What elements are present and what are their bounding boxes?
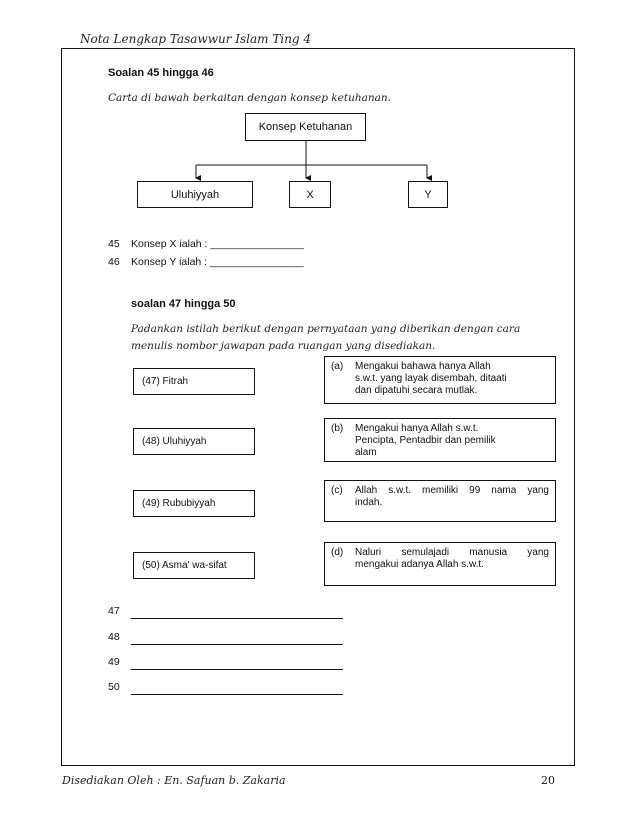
section1-heading: Soalan 45 hingga 46	[108, 67, 214, 79]
answer-50-number: 50	[108, 681, 120, 693]
q46-text: Konsep Y ialah : ________________	[131, 256, 304, 268]
answer-48-number: 48	[108, 631, 120, 643]
definition-b-line3: alam	[355, 447, 377, 455]
definition-d-line2: mengakui adanya Allah s.w.t.	[355, 559, 484, 570]
section1-instruction: Carta di bawah berkaitan dengan konsep ketuhanan.	[108, 92, 391, 104]
q46-number: 46	[108, 256, 120, 268]
answer-49-number: 49	[108, 656, 120, 668]
answer-50-line[interactable]	[131, 682, 343, 695]
definition-b-line2: Pencipta, Pentadbir dan pemilik	[355, 435, 496, 446]
answer-48-line[interactable]	[131, 632, 343, 645]
footer-prepared-by: Disediakan Oleh : En. Safuan b. Zakaria	[62, 774, 286, 787]
term-box-48: (48) Uluhiyyah	[133, 428, 255, 455]
chart-node-x: X	[289, 181, 331, 208]
definition-b-label: (b)	[331, 423, 344, 434]
definition-c-line1: Allah s.w.t. memiliki 99 nama yang	[355, 485, 549, 496]
term-box-50: (50) Asma' wa-sifat	[133, 552, 255, 579]
chart-node-y: Y	[408, 181, 448, 208]
definition-box-b	[324, 418, 556, 462]
definition-d-line1: Naluri semulajadi manusia yang	[355, 547, 549, 558]
term-box-49: (49) Rububiyyah	[133, 490, 255, 517]
chart-root-box: Konsep Ketuhanan	[245, 113, 366, 141]
section2-heading: soalan 47 hingga 50	[131, 298, 236, 310]
chart-node-uluhiyyah: Uluhiyyah	[137, 181, 253, 208]
q45-number: 45	[108, 238, 120, 250]
definition-a-line2: s.w.t. yang layak disembah, ditaati	[355, 373, 507, 384]
definition-box-a	[324, 356, 556, 404]
answer-47-number: 47	[108, 605, 120, 617]
definition-a-line3: dan dipatuhi secara mutlak.	[355, 385, 478, 396]
definition-b-line1: Mengakui hanya Allah s.w.t.	[355, 423, 479, 434]
term-box-47: (47) Fitrah	[133, 368, 255, 395]
section2-instruction: Padankan istilah berikut dengan pernyataan yang diberikan dengan cara menulis nombor jawapan pada ruangan yang disediakan.	[131, 323, 521, 352]
q45-text: Konsep X ialah : ________________	[131, 238, 304, 250]
answer-47-line[interactable]	[131, 606, 343, 619]
definition-a-label: (a)	[331, 361, 344, 372]
definition-a-line1: Mengakui bahawa hanya Allah	[355, 361, 491, 372]
footer-page-number: 20	[541, 774, 555, 787]
definition-c-label: (c)	[331, 485, 343, 496]
definition-c-line2: indah.	[355, 497, 383, 508]
definition-box-c	[324, 480, 556, 522]
definition-d-label: (d)	[331, 547, 344, 558]
definition-box-d	[324, 542, 556, 586]
header-title: Nota Lengkap Tasawwur Islam Ting 4	[80, 32, 312, 46]
answer-49-line[interactable]	[131, 657, 343, 670]
